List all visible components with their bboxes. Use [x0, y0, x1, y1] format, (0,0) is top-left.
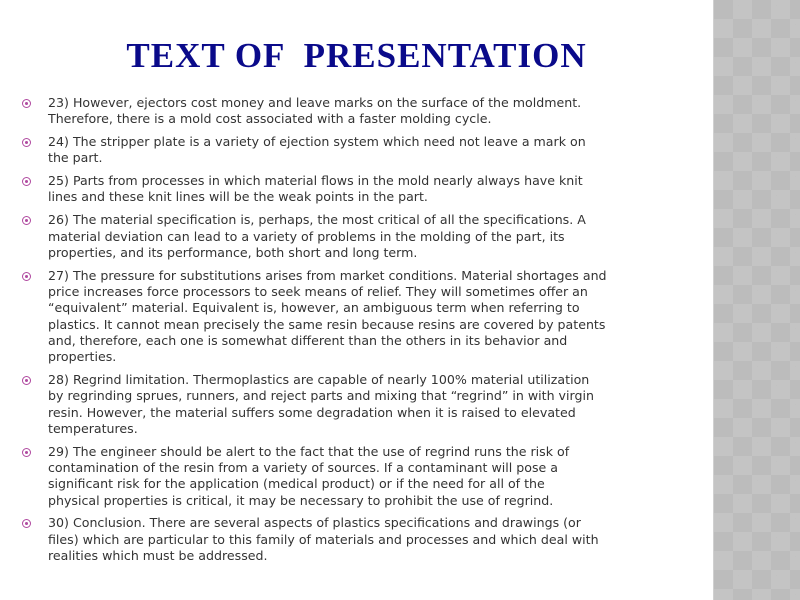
item-text-line: files) which are particular to this family of materials and processes and which deal with — [48, 531, 599, 547]
item-text-line: 26) The material specification is, perhaps, the most critical of all the specifications. A — [48, 212, 586, 228]
item-text-line: realities which must be addressed. — [48, 547, 268, 563]
bullet-icon — [22, 99, 31, 108]
bullet-icon — [22, 519, 31, 528]
item-text-line: 29) The engineer should be alert to the fact that the use of regrind runs the risk of — [48, 443, 570, 459]
item-text-line: by regrinding sprues, runners, and reject parts and mixing that “regrind” in with virgin — [48, 388, 594, 404]
list-item — [22, 95, 702, 128]
item-text-line: 25) Parts from processes in which material flows in the mold nearly always have knit — [48, 173, 583, 189]
item-text-line: and, therefore, each one is somewhat different than the others in its behavior and — [48, 332, 568, 348]
item-text-line: temperatures. — [48, 420, 138, 436]
slide-title: TEXT OF PRESENTATION — [126, 36, 587, 75]
list-item — [22, 444, 702, 509]
item-text-line: 30) Conclusion. There are several aspects of plastics specifications and drawings (or — [48, 515, 581, 531]
bullet-icon — [22, 272, 31, 281]
item-text-line: contamination of the resin from a variety of sources. If a contaminant will pose a — [48, 459, 558, 475]
list-item — [22, 134, 702, 167]
list-item — [22, 173, 702, 206]
bullet-icon — [22, 448, 31, 457]
item-text-line: lines and these knit lines will be the weak points in the part. — [48, 189, 428, 205]
item-text-line: 27) The pressure for substitutions arises from market conditions. Material shortages and — [48, 267, 607, 283]
decorative-side-panel — [713, 0, 800, 600]
item-text-line: the part. — [48, 150, 103, 166]
list-item — [22, 372, 702, 437]
item-text-line: 24) The stripper plate is a variety of ejection system which need not leave a mark on — [48, 134, 586, 150]
item-text-line: 28) Regrind limitation. Thermoplastics are capable of nearly 100% material utilization — [48, 371, 590, 387]
item-text-line: physical properties is critical, it may be necessary to prohibit the use of regrind. — [48, 492, 554, 508]
list-item — [22, 268, 702, 366]
item-text-line: properties. — [48, 349, 117, 365]
item-text-line: properties, and its performance, both short and long term. — [48, 244, 418, 260]
bullet-icon — [22, 138, 31, 147]
bullet-icon — [22, 216, 31, 225]
item-text-line: “equivalent” material. Equivalent is, however, an ambiguous term when referring to — [48, 300, 580, 316]
item-text-line: material deviation can lead to a variety of problems in the molding of the part, its — [48, 228, 565, 244]
item-text-line: price increases force processors to seek means of relief. They will sometimes offer an — [48, 283, 588, 299]
list-item — [22, 212, 702, 261]
item-text-line: resin. However, the material suffers some degradation when it is raised to elevated — [48, 404, 576, 420]
bullet-icon — [22, 177, 31, 186]
bullet-icon — [22, 376, 31, 385]
item-text-line: significant risk for the application (medical product) or if the need for all of the — [48, 476, 545, 492]
item-text-line: plastics. It cannot mean precisely the same resin because resins are covered by patents — [48, 316, 606, 332]
bullet-list — [22, 95, 702, 571]
item-text-line: Therefore, there is a mold cost associated with a faster molding cycle. — [48, 111, 492, 127]
item-text-line: 23) However, ejectors cost money and leave marks on the surface of the moldment. — [48, 95, 582, 110]
list-item — [22, 515, 702, 564]
